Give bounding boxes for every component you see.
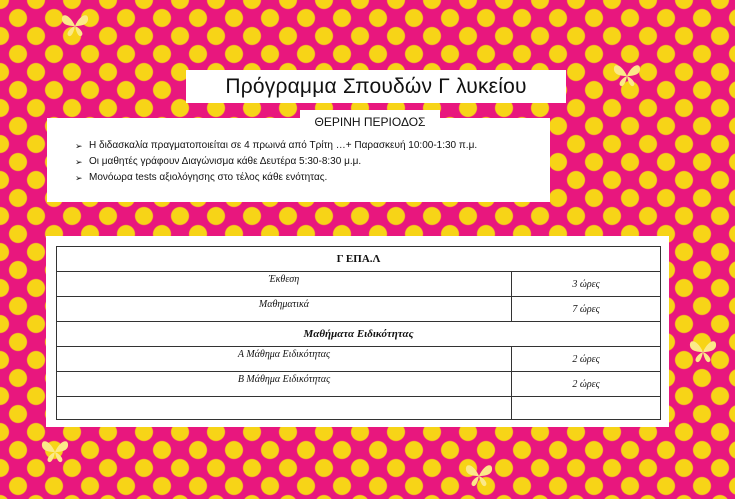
subject-cell: Α Μάθημα Ειδικότητας bbox=[57, 347, 512, 372]
page-title: Πρόγραμμα Σπουδών Γ λυκείου bbox=[186, 70, 566, 103]
section-header-row bbox=[57, 322, 661, 347]
empty-row bbox=[57, 397, 661, 420]
schedule-panel bbox=[46, 236, 669, 427]
table-row bbox=[57, 272, 661, 297]
table-row bbox=[57, 297, 661, 322]
section-header: Μαθήματα Ειδικότητας bbox=[57, 322, 661, 347]
subject-cell: Έκθεση bbox=[57, 272, 512, 297]
table-row bbox=[57, 347, 661, 372]
butterfly-icon bbox=[688, 338, 718, 364]
empty-cell bbox=[512, 397, 661, 420]
hours-cell: 3 ώρες bbox=[512, 272, 661, 297]
table-header-row bbox=[57, 247, 661, 272]
info-item-text: Μονόωρα tests αξιολόγησης στο τέλος κάθε ενότητας. bbox=[89, 172, 328, 183]
page-subtitle: ΘΕΡΙΝΗ ΠΕΡΙΟΔΟΣ bbox=[300, 110, 440, 134]
empty-cell bbox=[57, 397, 512, 420]
hours-cell: 2 ώρες bbox=[512, 372, 661, 397]
arrowhead-bullet-icon: ➢ bbox=[75, 141, 83, 151]
info-list bbox=[47, 118, 550, 186]
table-header: Γ ΕΠΑ.Λ bbox=[57, 247, 661, 272]
table-row bbox=[57, 372, 661, 397]
schedule-table bbox=[56, 246, 661, 420]
info-item-text: Οι μαθητές γράφουν Διαγώνισμα κάθε Δευτέρα 5:30-8:30 μ.μ. bbox=[89, 156, 362, 167]
butterfly-icon bbox=[60, 12, 90, 38]
info-item bbox=[75, 170, 550, 186]
arrowhead-bullet-icon: ➢ bbox=[75, 157, 83, 167]
arrowhead-bullet-icon: ➢ bbox=[75, 173, 83, 183]
butterfly-icon bbox=[464, 462, 494, 488]
butterfly-icon bbox=[612, 62, 642, 88]
subject-cell: Μαθηματικά bbox=[57, 297, 512, 322]
info-item-text: Η διδασκαλία πραγματοποιείται σε 4 πρωινά από Τρίτη …+ Παρασκευή 10:00-1:30 π.μ. bbox=[89, 140, 478, 151]
info-box bbox=[47, 118, 550, 202]
hours-cell: 7 ώρες bbox=[512, 297, 661, 322]
butterfly-icon bbox=[40, 438, 70, 464]
info-item bbox=[75, 138, 550, 154]
hours-cell: 2 ώρες bbox=[512, 347, 661, 372]
info-item bbox=[75, 154, 550, 170]
subject-cell: Β Μάθημα Ειδικότητας bbox=[57, 372, 512, 397]
